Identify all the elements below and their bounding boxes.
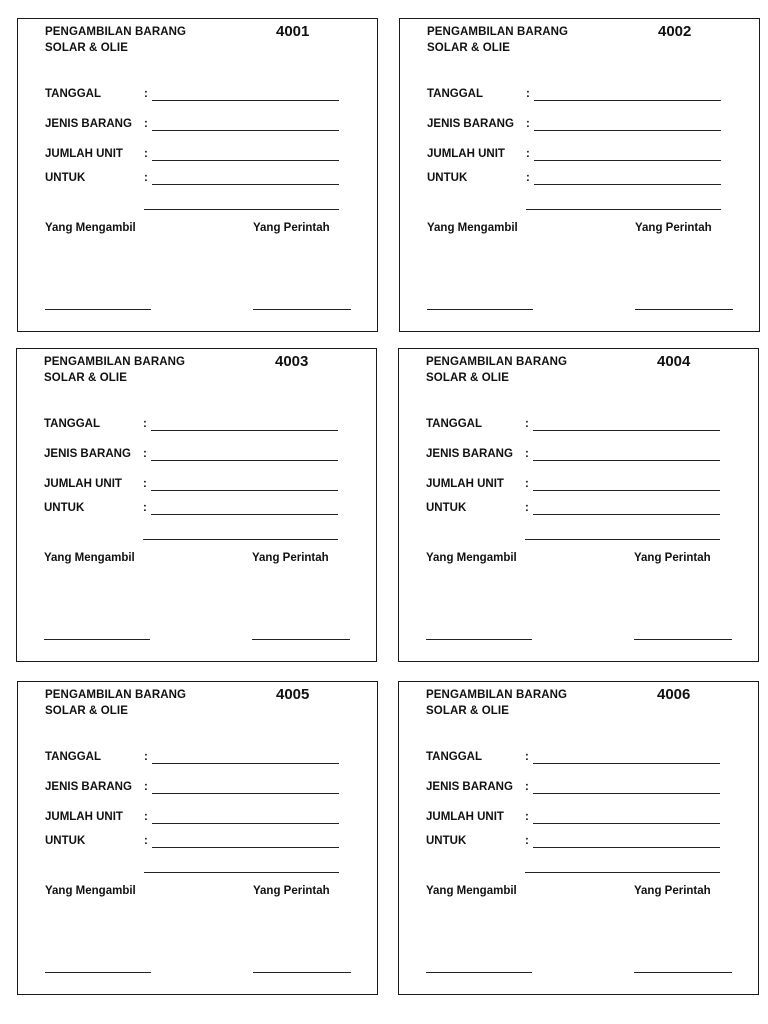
voucher-card-4004 bbox=[398, 348, 759, 662]
voucher-number: 4002 bbox=[658, 23, 692, 40]
field-label-jenis-barang: JENIS BARANG bbox=[426, 781, 513, 793]
signature-label-taker: Yang Mengambil bbox=[427, 222, 518, 234]
field-colon: : bbox=[526, 118, 530, 130]
signature-label-authorizer: Yang Perintah bbox=[634, 552, 711, 564]
voucher-card-4002 bbox=[399, 18, 760, 332]
voucher-card-4001 bbox=[17, 18, 378, 332]
field-label-untuk: UNTUK bbox=[44, 502, 85, 514]
field-colon: : bbox=[143, 448, 147, 460]
voucher-number: 4006 bbox=[657, 686, 691, 703]
form-subtitle: SOLAR & OLIE bbox=[427, 42, 510, 54]
field-colon: : bbox=[144, 781, 148, 793]
field-line-untuk-extra[interactable] bbox=[144, 209, 339, 210]
signature-label-taker: Yang Mengambil bbox=[45, 885, 136, 897]
signature-label-taker: Yang Mengambil bbox=[426, 552, 517, 564]
field-colon: : bbox=[144, 148, 148, 160]
signature-line-authorizer[interactable] bbox=[252, 639, 350, 640]
field-colon: : bbox=[144, 835, 148, 847]
field-line-untuk-extra[interactable] bbox=[143, 539, 338, 540]
field-line-tanggal[interactable] bbox=[152, 100, 339, 101]
field-line-untuk-extra[interactable] bbox=[144, 872, 339, 873]
field-line-untuk-extra[interactable] bbox=[525, 539, 720, 540]
signature-line-taker[interactable] bbox=[426, 972, 532, 973]
field-label-tanggal: TANGGAL bbox=[45, 88, 102, 100]
signature-line-authorizer[interactable] bbox=[253, 309, 351, 310]
voucher-card-4003 bbox=[16, 348, 377, 662]
field-line-jenis-barang[interactable] bbox=[534, 130, 721, 131]
form-title: PENGAMBILAN BARANG bbox=[426, 689, 568, 701]
signature-label-authorizer: Yang Perintah bbox=[635, 222, 712, 234]
field-line-untuk[interactable] bbox=[152, 847, 339, 848]
field-line-jenis-barang[interactable] bbox=[151, 460, 338, 461]
field-label-jenis-barang: JENIS BARANG bbox=[44, 448, 131, 460]
form-subtitle: SOLAR & OLIE bbox=[45, 705, 128, 717]
field-line-jumlah-unit[interactable] bbox=[152, 160, 339, 161]
voucher-number: 4003 bbox=[275, 353, 309, 370]
field-colon: : bbox=[143, 502, 147, 514]
field-label-jumlah-unit: JUMLAH UNIT bbox=[44, 478, 122, 490]
form-subtitle: SOLAR & OLIE bbox=[426, 372, 509, 384]
field-line-tanggal[interactable] bbox=[534, 100, 721, 101]
field-line-jumlah-unit[interactable] bbox=[534, 160, 721, 161]
field-label-jenis-barang: JENIS BARANG bbox=[45, 781, 132, 793]
signature-line-authorizer[interactable] bbox=[634, 972, 732, 973]
signature-line-authorizer[interactable] bbox=[635, 309, 733, 310]
voucher-number: 4004 bbox=[657, 353, 691, 370]
field-label-tanggal: TANGGAL bbox=[45, 751, 102, 763]
voucher-number: 4005 bbox=[276, 686, 310, 703]
field-colon: : bbox=[144, 811, 148, 823]
field-colon: : bbox=[144, 751, 148, 763]
field-line-tanggal[interactable] bbox=[533, 430, 720, 431]
field-colon: : bbox=[526, 148, 530, 160]
field-colon: : bbox=[143, 478, 147, 490]
field-line-jenis-barang[interactable] bbox=[152, 130, 339, 131]
field-line-untuk[interactable] bbox=[151, 514, 338, 515]
field-line-jumlah-unit[interactable] bbox=[533, 490, 720, 491]
field-line-untuk-extra[interactable] bbox=[525, 872, 720, 873]
signature-line-taker[interactable] bbox=[426, 639, 532, 640]
signature-label-authorizer: Yang Perintah bbox=[253, 885, 330, 897]
field-label-jenis-barang: JENIS BARANG bbox=[426, 448, 513, 460]
field-colon: : bbox=[525, 478, 529, 490]
field-label-jumlah-unit: JUMLAH UNIT bbox=[45, 811, 123, 823]
field-line-untuk[interactable] bbox=[533, 847, 720, 848]
form-subtitle: SOLAR & OLIE bbox=[426, 705, 509, 717]
field-colon: : bbox=[144, 172, 148, 184]
signature-label-taker: Yang Mengambil bbox=[45, 222, 136, 234]
field-colon: : bbox=[525, 781, 529, 793]
field-label-untuk: UNTUK bbox=[426, 835, 467, 847]
field-label-untuk: UNTUK bbox=[45, 835, 86, 847]
field-colon: : bbox=[526, 172, 530, 184]
field-line-jenis-barang[interactable] bbox=[152, 793, 339, 794]
field-label-jumlah-unit: JUMLAH UNIT bbox=[45, 148, 123, 160]
field-colon: : bbox=[525, 811, 529, 823]
field-colon: : bbox=[144, 88, 148, 100]
field-colon: : bbox=[144, 118, 148, 130]
field-line-jumlah-unit[interactable] bbox=[152, 823, 339, 824]
field-line-jumlah-unit[interactable] bbox=[151, 490, 338, 491]
voucher-card-4006 bbox=[398, 681, 759, 995]
field-label-tanggal: TANGGAL bbox=[426, 418, 483, 430]
form-title: PENGAMBILAN BARANG bbox=[427, 26, 569, 38]
field-line-untuk[interactable] bbox=[152, 184, 339, 185]
signature-label-taker: Yang Mengambil bbox=[426, 885, 517, 897]
field-line-untuk[interactable] bbox=[534, 184, 721, 185]
signature-label-authorizer: Yang Perintah bbox=[253, 222, 330, 234]
field-label-tanggal: TANGGAL bbox=[44, 418, 101, 430]
signature-label-authorizer: Yang Perintah bbox=[634, 885, 711, 897]
field-label-tanggal: TANGGAL bbox=[426, 751, 483, 763]
field-label-tanggal: TANGGAL bbox=[427, 88, 484, 100]
voucher-card-4005 bbox=[17, 681, 378, 995]
field-label-jumlah-unit: JUMLAH UNIT bbox=[427, 148, 505, 160]
field-line-jumlah-unit[interactable] bbox=[533, 823, 720, 824]
signature-line-authorizer[interactable] bbox=[634, 639, 732, 640]
form-title: PENGAMBILAN BARANG bbox=[45, 689, 187, 701]
field-line-tanggal[interactable] bbox=[151, 430, 338, 431]
field-colon: : bbox=[526, 88, 530, 100]
field-colon: : bbox=[525, 448, 529, 460]
signature-line-taker[interactable] bbox=[427, 309, 533, 310]
field-label-jumlah-unit: JUMLAH UNIT bbox=[426, 811, 504, 823]
field-line-tanggal[interactable] bbox=[533, 763, 720, 764]
signature-label-authorizer: Yang Perintah bbox=[252, 552, 329, 564]
field-colon: : bbox=[143, 418, 147, 430]
form-title: PENGAMBILAN BARANG bbox=[45, 26, 187, 38]
form-title: PENGAMBILAN BARANG bbox=[426, 356, 568, 368]
field-colon: : bbox=[525, 835, 529, 847]
form-subtitle: SOLAR & OLIE bbox=[44, 372, 127, 384]
signature-line-authorizer[interactable] bbox=[253, 972, 351, 973]
signature-line-taker[interactable] bbox=[45, 309, 151, 310]
field-label-jenis-barang: JENIS BARANG bbox=[45, 118, 132, 130]
field-label-untuk: UNTUK bbox=[426, 502, 467, 514]
field-colon: : bbox=[525, 502, 529, 514]
field-label-untuk: UNTUK bbox=[45, 172, 86, 184]
field-label-untuk: UNTUK bbox=[427, 172, 468, 184]
field-line-tanggal[interactable] bbox=[152, 763, 339, 764]
field-colon: : bbox=[525, 751, 529, 763]
field-label-jumlah-unit: JUMLAH UNIT bbox=[426, 478, 504, 490]
voucher-number: 4001 bbox=[276, 23, 310, 40]
form-subtitle: SOLAR & OLIE bbox=[45, 42, 128, 54]
field-line-jenis-barang[interactable] bbox=[533, 460, 720, 461]
signature-label-taker: Yang Mengambil bbox=[44, 552, 135, 564]
signature-line-taker[interactable] bbox=[45, 972, 151, 973]
signature-line-taker[interactable] bbox=[44, 639, 150, 640]
field-label-jenis-barang: JENIS BARANG bbox=[427, 118, 514, 130]
form-title: PENGAMBILAN BARANG bbox=[44, 356, 186, 368]
field-colon: : bbox=[525, 418, 529, 430]
field-line-untuk-extra[interactable] bbox=[526, 209, 721, 210]
field-line-untuk[interactable] bbox=[533, 514, 720, 515]
field-line-jenis-barang[interactable] bbox=[533, 793, 720, 794]
